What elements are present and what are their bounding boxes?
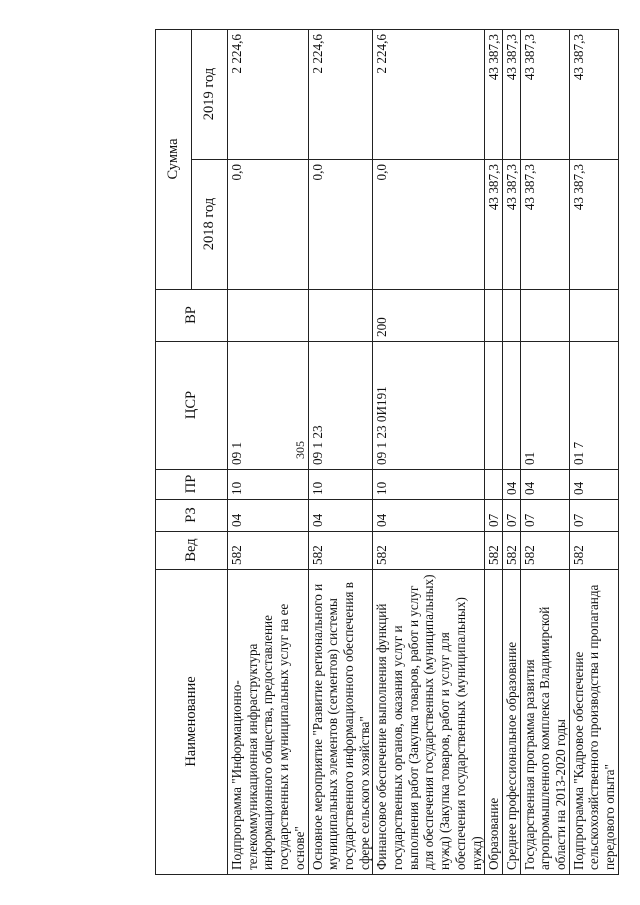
row-ved: 582	[308, 532, 373, 570]
header-ved: Вед	[156, 532, 228, 570]
table-row	[485, 30, 503, 875]
row-csr: 01	[520, 342, 569, 470]
row-ved: 582	[502, 532, 520, 570]
table-row	[228, 30, 309, 875]
row-name: Основное мероприятие "Развитие регионального и муниципальных элементов (сегментов) системы государственного информационного обеспечения в сфере сельского хозяйства"	[308, 570, 373, 875]
row-name: Финансовое обеспечение выполнения функций государственных органов, оказания услуг и выполнения работ (Закупка товаров, работ и услуг для обеспечения государственных (муниципальных) нужд) (Закупка товаров, работ и услуг для обеспечения государственных (муниципальных) нужд)	[373, 570, 485, 875]
header-csr: ЦСР	[156, 342, 228, 470]
row-name: Образование	[485, 570, 503, 875]
page-number: 305	[293, 441, 307, 459]
row-sum-2019: 43 387,3	[569, 30, 618, 160]
row-ved: 582	[485, 532, 503, 570]
row-vr	[485, 290, 503, 342]
row-sum-2018: 0,0	[308, 160, 373, 290]
row-sum-2019: 43 387,3	[502, 30, 520, 160]
row-name: Государственная программа развития агропромышленного комплекса Владимирской области на 2013-2020 годы	[520, 570, 569, 875]
row-csr: 09 1 23 0И191	[373, 342, 485, 470]
header-year-2018: 2018 год	[192, 160, 228, 290]
row-rz: 04	[308, 500, 373, 532]
row-sum-2019: 2 224,6	[373, 30, 485, 160]
budget-table	[155, 29, 619, 875]
row-pr: 10	[308, 470, 373, 500]
row-csr: 09 1	[228, 342, 309, 470]
table-body	[228, 30, 619, 875]
row-sum-2018: 0,0	[228, 160, 309, 290]
row-sum-2018: 0,0	[373, 160, 485, 290]
row-sum-2018: 43 387,3	[520, 160, 569, 290]
row-rz: 07	[569, 500, 618, 532]
row-rz: 07	[485, 500, 503, 532]
row-pr: 04	[502, 470, 520, 500]
header-name: Наименование	[156, 570, 228, 875]
row-pr: 04	[520, 470, 569, 500]
row-vr	[228, 290, 309, 342]
row-csr: 09 1 23	[308, 342, 373, 470]
table-row	[569, 30, 618, 875]
row-csr	[485, 342, 503, 470]
row-name: Подпрограмма "Информационно-телекоммуникационная инфраструктура информационного общества, предоставление государственных и муниципальных услуг на ее основе"	[228, 570, 309, 875]
row-rz: 04	[228, 500, 309, 532]
row-pr: 10	[373, 470, 485, 500]
row-sum-2018: 43 387,3	[502, 160, 520, 290]
row-rz: 07	[520, 500, 569, 532]
row-vr: 200	[373, 290, 485, 342]
row-vr	[308, 290, 373, 342]
row-sum-2019: 2 224,6	[228, 30, 309, 160]
row-sum-2019: 43 387,3	[520, 30, 569, 160]
row-name: Среднее профессиональное образование	[502, 570, 520, 875]
row-ved: 582	[569, 532, 618, 570]
row-sum-2019: 43 387,3	[485, 30, 503, 160]
header-rz: РЗ	[156, 500, 228, 532]
table-row	[502, 30, 520, 875]
row-ved: 582	[373, 532, 485, 570]
row-name: Подпрограмма "Кадровое обеспечение сельскохозяйственного производства и пропаганда передового опыта"	[569, 570, 618, 875]
table-row	[373, 30, 485, 875]
header-pr: ПР	[156, 470, 228, 500]
row-sum-2018: 43 387,3	[485, 160, 503, 290]
row-vr	[520, 290, 569, 342]
header-vr: ВР	[156, 290, 228, 342]
header-year-2019: 2019 год	[192, 30, 228, 160]
row-ved: 582	[228, 532, 309, 570]
row-vr	[502, 290, 520, 342]
row-sum-2019: 2 224,6	[308, 30, 373, 160]
row-rz: 04	[373, 500, 485, 532]
row-rz: 07	[502, 500, 520, 532]
table-header	[156, 30, 228, 875]
row-csr: 01 7	[569, 342, 618, 470]
row-csr	[502, 342, 520, 470]
row-vr	[569, 290, 618, 342]
row-pr: 04	[569, 470, 618, 500]
header-sum: Сумма	[156, 30, 192, 290]
table-row	[520, 30, 569, 875]
row-pr: 10	[228, 470, 309, 500]
table-row	[308, 30, 373, 875]
row-pr	[485, 470, 503, 500]
rotated-table-container	[155, 30, 618, 875]
row-ved: 582	[520, 532, 569, 570]
row-sum-2018: 43 387,3	[569, 160, 618, 290]
